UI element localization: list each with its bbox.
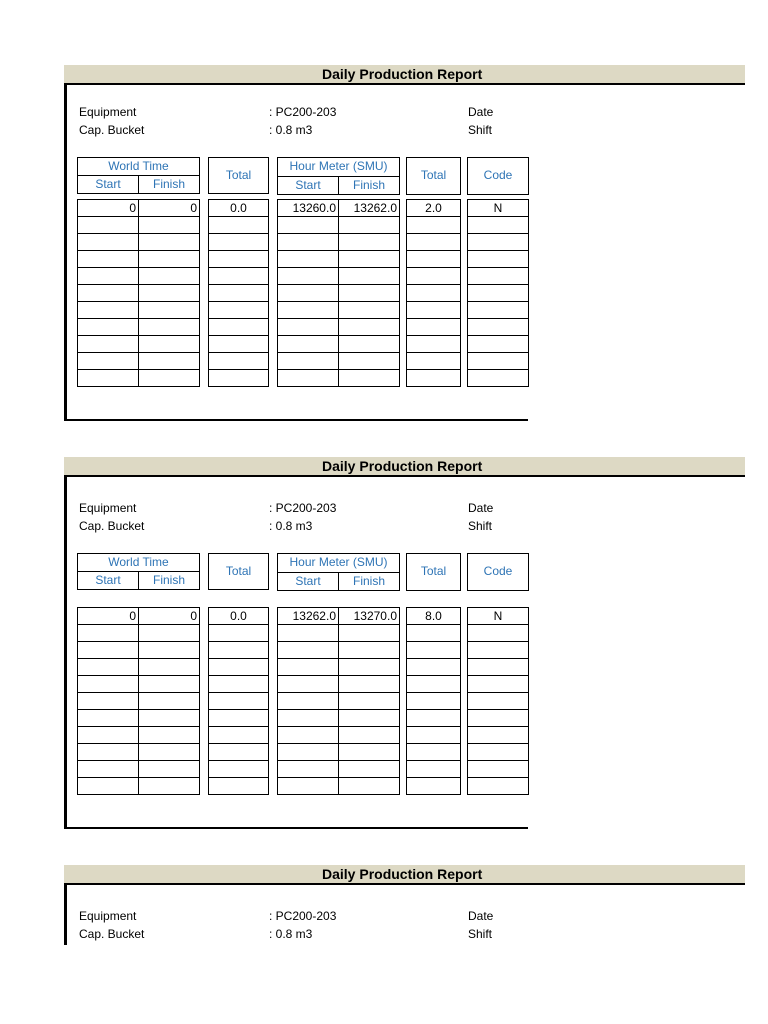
hm-total-cell: 8.0 [407,608,461,625]
hm-start-cell: 13262.0 [278,608,339,625]
report-header-band [64,65,745,85]
world-time-label: World Time [108,555,169,569]
hm-finish-cell: 13270.0 [339,608,400,625]
equipment-label: Equipment [79,909,137,923]
report-section-3 [64,865,768,945]
hour-meter-label: Hour Meter (SMU) [289,555,388,569]
code-label: Code [483,564,513,578]
equipment-label: Equipment [79,501,137,515]
world-time-total-header [208,157,269,194]
code-grid [467,199,529,387]
shift-label: Shift [468,123,493,137]
code-header [467,553,529,591]
hour-meter-grid [277,199,400,387]
equipment-label: Equipment [79,105,137,119]
report-title: Daily Production Report [322,866,483,882]
report-header-band [64,457,745,477]
report-section-1 [64,65,768,421]
world-time-grid [77,607,200,795]
bucket-label: Cap. Bucket [79,123,145,137]
hm-start-cell: 13260.0 [278,200,339,217]
report-bottom-border [64,827,528,829]
world-time-finish-label: Finish [152,573,185,587]
world-time-label: World Time [108,159,169,173]
wt-finish-cell: 0 [139,608,200,625]
code-grid [467,607,529,795]
date-label: Date [468,501,494,515]
report-left-border [64,65,67,421]
world-time-finish-label: Finish [152,177,185,191]
bucket-value: : 0.8 m3 [269,519,313,533]
total-label: Total [225,168,252,182]
report-bottom-border [64,419,528,421]
wt-total-cell: 0.0 [209,200,269,217]
hour-meter-total-header [406,157,461,195]
code-header [467,157,529,195]
hour-meter-label: Hour Meter (SMU) [289,159,388,173]
hm-total-grid [406,199,461,387]
table-row [78,608,200,625]
table-row [78,200,200,217]
wt-total-grid [208,199,269,387]
date-label: Date [468,105,494,119]
hm-total-grid [406,607,461,795]
wt-total-cell: 0.0 [209,608,269,625]
hour-meter-start-label: Start [295,178,321,192]
equipment-value: : PC200-203 [269,909,337,923]
equipment-value: : PC200-203 [269,105,337,119]
report-title: Daily Production Report [322,66,483,82]
report-header-band [64,865,745,885]
hour-meter-start-label: Start [295,574,321,588]
report-section-2 [64,457,768,829]
total-label: Total [420,168,447,182]
code-label: Code [483,168,513,182]
code-cell: N [468,200,529,217]
bucket-value: : 0.8 m3 [269,927,313,941]
hour-meter-header [277,157,400,195]
wt-total-grid [208,607,269,795]
hour-meter-grid [277,607,400,795]
shift-label: Shift [468,927,493,941]
code-cell: N [468,608,529,625]
equipment-value: : PC200-203 [269,501,337,515]
world-time-start-label: Start [95,177,121,191]
world-time-grid [77,199,200,387]
hour-meter-header [277,553,400,591]
hm-total-cell: 2.0 [407,200,461,217]
shift-label: Shift [468,519,493,533]
report-title: Daily Production Report [322,458,483,474]
total-label: Total [225,564,252,578]
hm-finish-cell: 13262.0 [339,200,400,217]
world-time-header [77,553,200,590]
date-label: Date [468,909,494,923]
world-time-header [77,157,200,194]
total-label: Total [420,564,447,578]
report-left-border [64,457,67,829]
hour-meter-finish-label: Finish [352,574,385,588]
world-time-start-label: Start [95,573,121,587]
hour-meter-finish-label: Finish [352,178,385,192]
bucket-value: : 0.8 m3 [269,123,313,137]
wt-finish-cell: 0 [139,200,200,217]
bucket-label: Cap. Bucket [79,519,145,533]
wt-start-cell: 0 [78,200,139,217]
bucket-label: Cap. Bucket [79,927,145,941]
hour-meter-total-header [406,553,461,591]
world-time-total-header [208,553,269,590]
wt-start-cell: 0 [78,608,139,625]
